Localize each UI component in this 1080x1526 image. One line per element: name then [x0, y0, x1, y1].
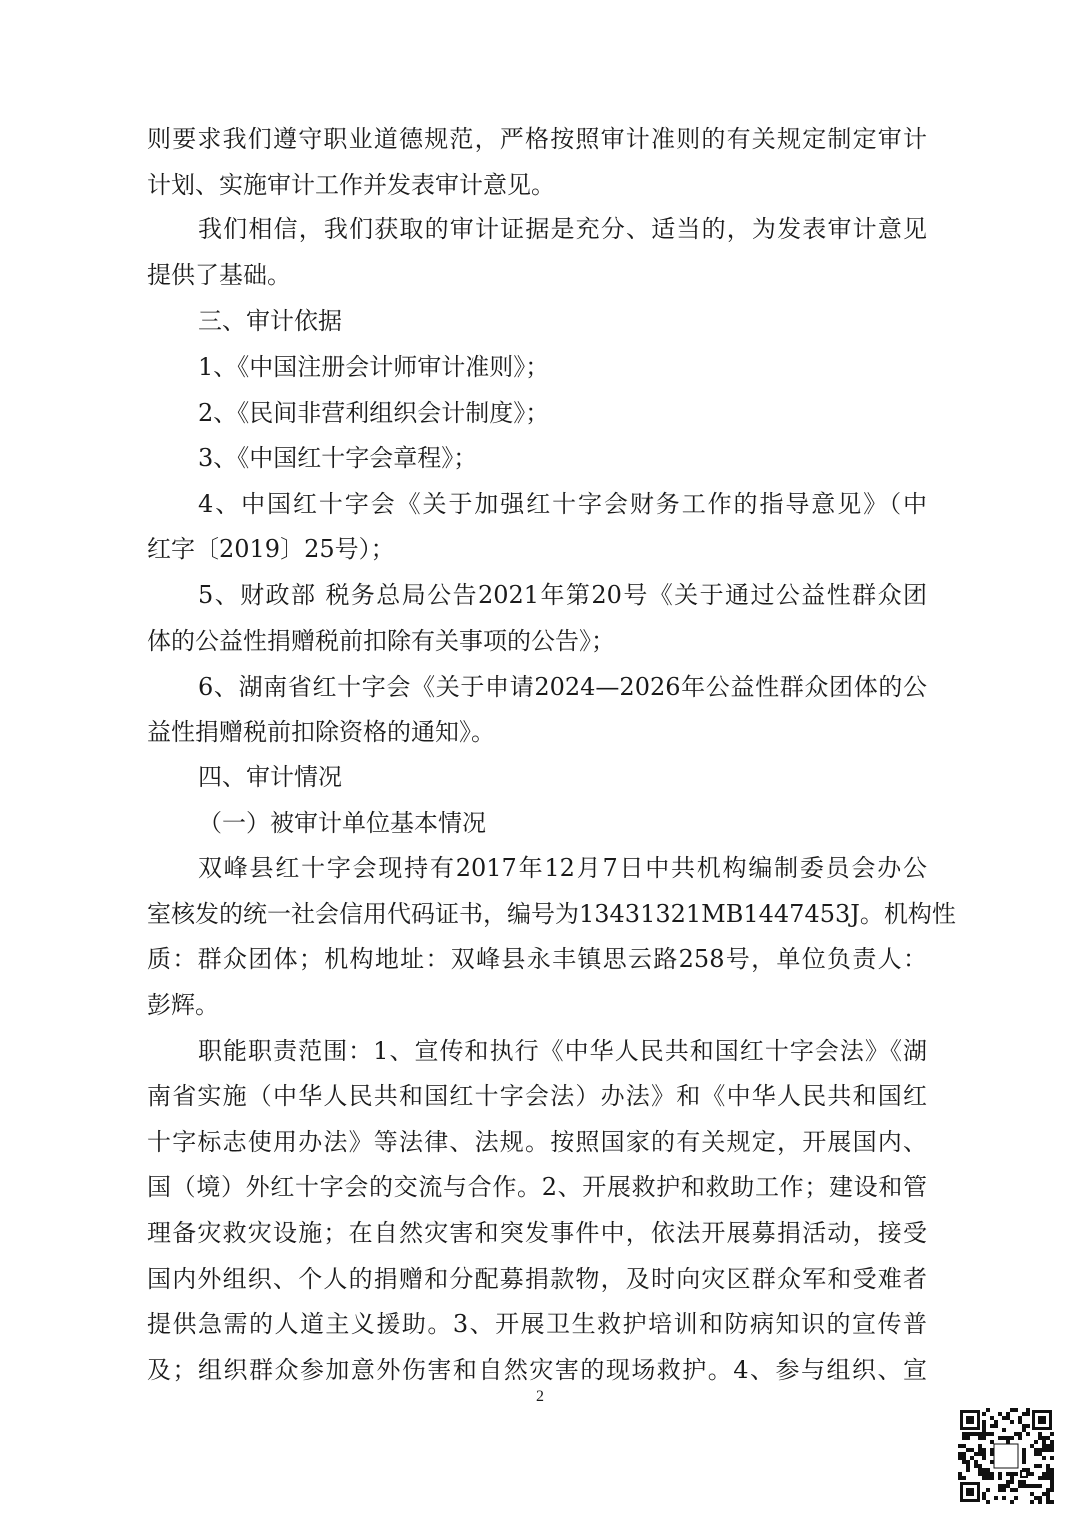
list-item-continuation: 益性捐赠税前扣除资格的通知》。	[147, 718, 495, 746]
list-item: 1、《中国注册会计师审计准则》；	[198, 353, 550, 381]
body-line: 则要求我们遵守职业道德规范，严格按照审计准则的有关规定制定审计	[147, 125, 927, 153]
body-line: 职能职责范围：1、宣传和执行《中华人民共和国红十字会法》《湖	[198, 1037, 927, 1065]
list-item: 5、财政部 税务总局公告2021年第20号《关于通过公益性群众团	[198, 581, 927, 609]
body-line: 及；组织群众参加意外伤害和自然灾害的现场救护。4、参与组织、宣	[147, 1356, 927, 1384]
body-line: 质：群众团体；机构地址：双峰县永丰镇思云路258号，单位负责人：	[147, 945, 927, 973]
section-heading: 四、审计情况	[198, 763, 342, 791]
list-item: 4、中国红十字会《关于加强红十字会财务工作的指导意见》（中	[198, 490, 927, 518]
body-line: 计划、实施审计工作并发表审计意见。	[147, 171, 555, 199]
list-item-continuation: 红字〔2019〕25号）；	[147, 535, 395, 563]
body-line: 南省实施（中华人民共和国红十字会法）办法》和《中华人民共和国红	[147, 1082, 927, 1110]
page-number: 2	[536, 1388, 544, 1405]
list-item: 2、《民间非营利组织会计制度》；	[198, 399, 550, 427]
qr-code-icon[interactable]	[958, 1408, 1054, 1504]
body-line: 提供急需的人道主义援助。3、开展卫生救护培训和防病知识的宣传普	[147, 1310, 927, 1338]
list-item: 3、《中国红十字会章程》；	[198, 444, 478, 472]
body-line: 国（境）外红十字会的交流与合作。2、开展救护和救助工作；建设和管	[147, 1173, 927, 1201]
body-line: 十字标志使用办法》等法律、法规。按照国家的有关规定，开展国内、	[147, 1128, 927, 1156]
body-line: 提供了基础。	[147, 261, 291, 289]
section-heading: 三、审计依据	[198, 307, 342, 335]
list-item-continuation: 体的公益性捐赠税前扣除有关事项的公告》；	[147, 627, 615, 655]
body-line: 我们相信，我们获取的审计证据是充分、适当的，为发表审计意见	[198, 215, 927, 243]
subsection-heading: （一）被审计单位基本情况	[198, 809, 486, 837]
body-line: 双峰县红十字会现持有2017年12月7日中共机构编制委员会办公	[198, 854, 927, 882]
body-line: 彭辉。	[147, 991, 219, 1019]
body-line: 国内外组织、个人的捐赠和分配募捐款物，及时向灾区群众军和受难者	[147, 1265, 927, 1293]
body-line: 室核发的统一社会信用代码证书，编号为13431321MB1447453J。机构性	[147, 900, 956, 928]
list-item: 6、湖南省红十字会《关于申请2024—2026年公益性群众团体的公	[198, 673, 927, 701]
body-line: 理备灾救灾设施；在自然灾害和突发事件中，依法开展募捐活动，接受	[147, 1219, 927, 1247]
